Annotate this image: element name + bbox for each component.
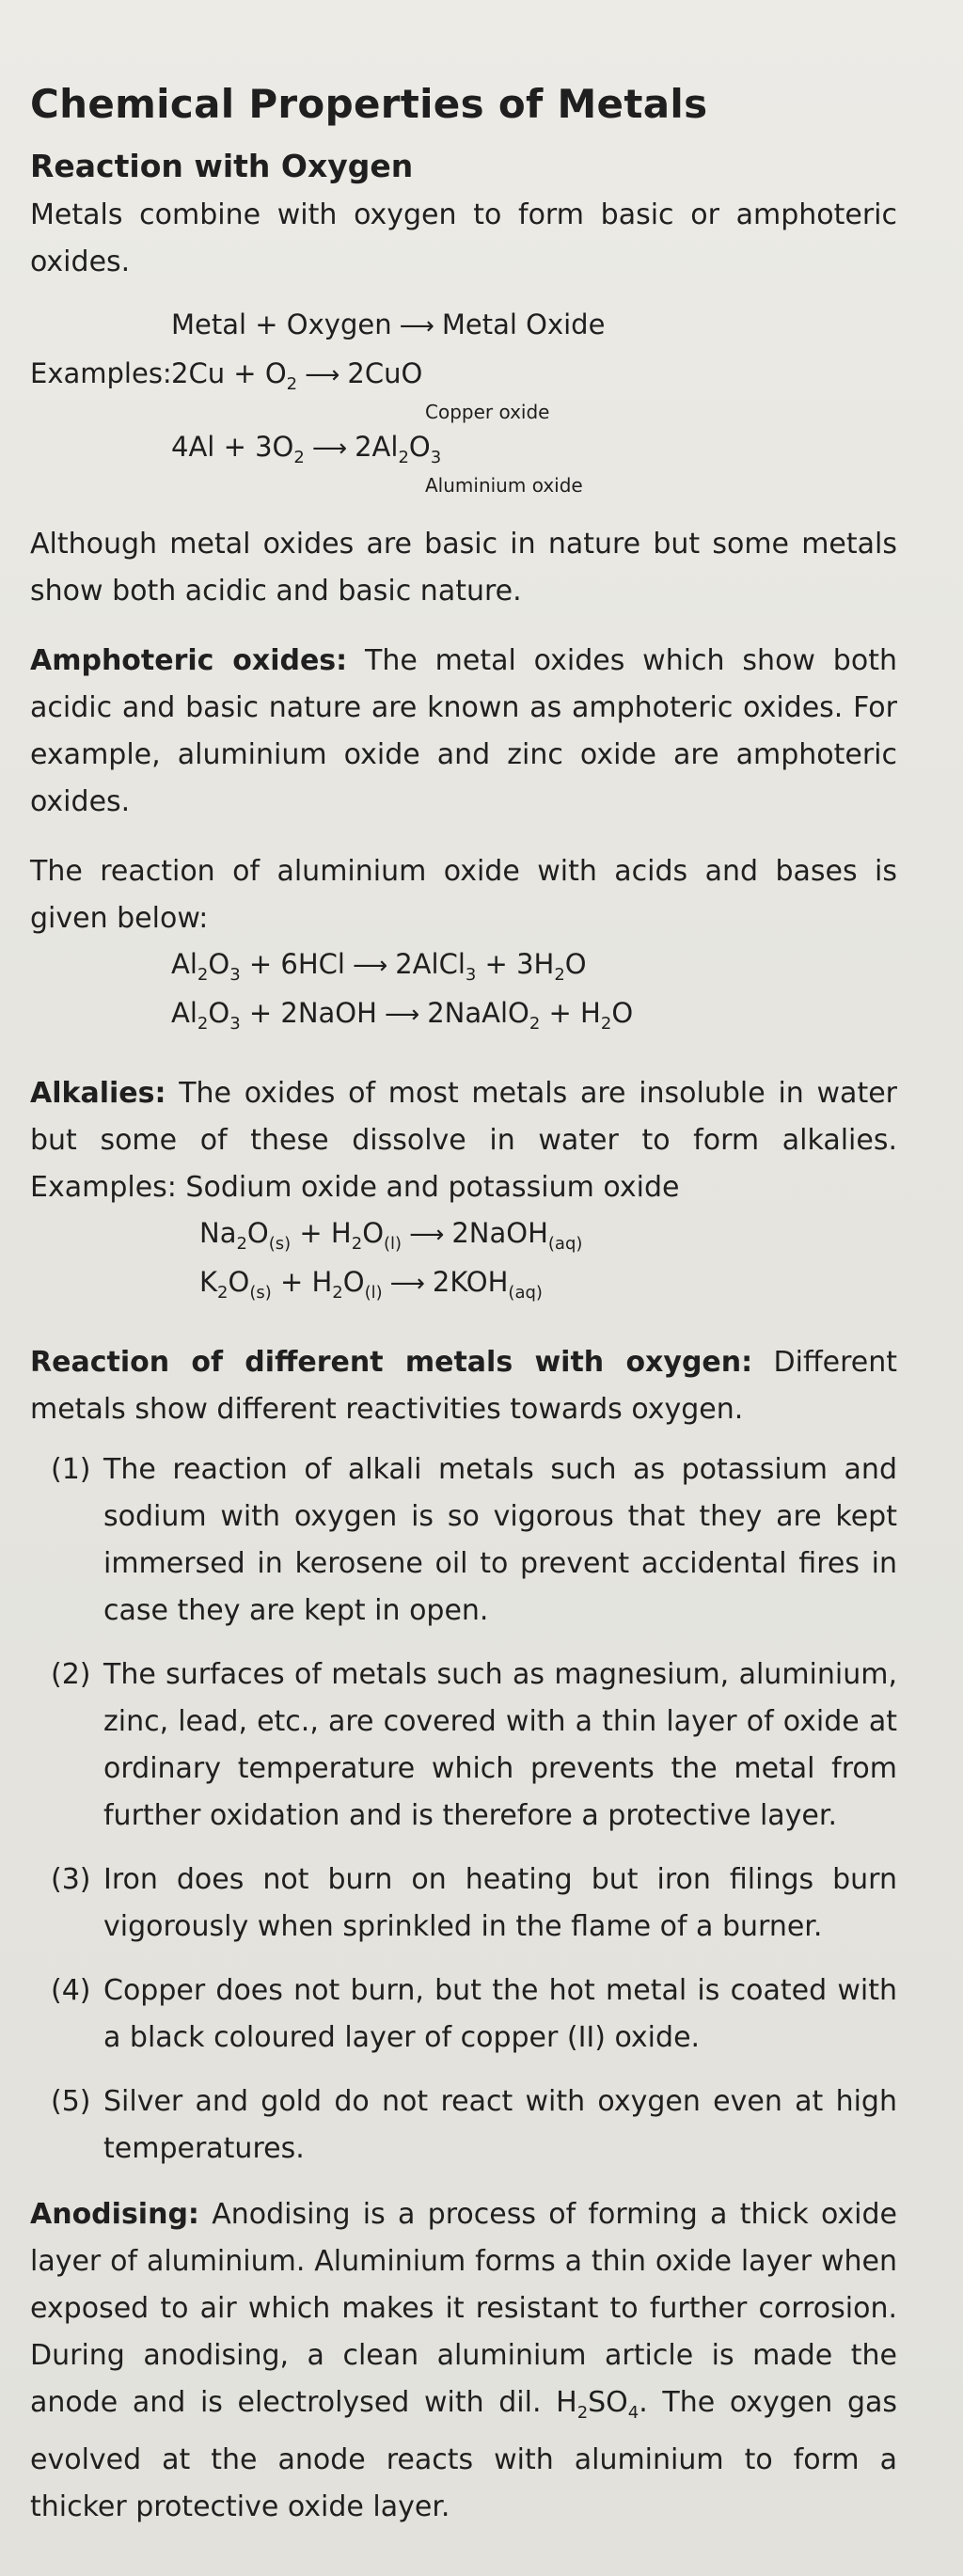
list-item: (1) The reaction of alkali metals such as potassium and sodium with oxygen is so vigorous that they are kept immersed in kerosene oil to prevent accidental fires in case they are kept in open.	[51, 1453, 897, 1627]
amphoteric-text: The metal oxides which show both acidic and basic nature are known as amphoteric oxides. For example, aluminium oxide and zinc oxide are amphoteric oxides.	[30, 644, 897, 818]
list-item: (5) Silver and gold do not react with oxygen even at high temperatures.	[51, 2085, 897, 2165]
different-metals-paragraph	[30, 1339, 897, 1433]
eq-right: 2NaAlO$_2$ + $H_2O$	[427, 997, 634, 1034]
eq-left: $4Al + 3O_2$	[171, 431, 305, 467]
anodising-paragraph	[30, 2191, 897, 2531]
reaction-arrow: ⟶	[305, 361, 340, 389]
oxygen-intro: Metals combine with oxygen to form basic or amphoteric oxides.	[30, 198, 897, 278]
amphoteric-term: Amphoteric oxides:	[30, 644, 348, 677]
example-equation-1	[30, 357, 897, 406]
reaction-arrow: ⟶	[352, 952, 388, 980]
amphoteric-equations	[30, 948, 897, 1046]
example-equation-2	[30, 431, 897, 480]
anodising-text: Anodising is a process of forming a thick oxide layer of aluminium. Aluminium forms a thin oxide layer when exposed to air which makes it resistant to further corrosion. During anodising, a clean aluminium article is made the anode and is electrolysed with dil. $H_2SO_4$. The oxygen gas evolved at the anode reacts with aluminium to form a thicker protective oxide layer.	[30, 2198, 897, 2523]
reaction-arrow: ⟶	[384, 1001, 420, 1029]
eq-right: $2Al_2O_3$	[355, 431, 442, 467]
equation-na2o-h2o	[199, 1217, 897, 1266]
eq-left: $Na_2O_{(s)} + H_2O_{(l)}$	[199, 1217, 403, 1254]
equation-al2o3-naoh	[171, 997, 897, 1046]
eq-left: $Al_2O_3$ + 2NaOH	[171, 997, 377, 1034]
general-eq-right: Metal Oxide	[441, 308, 606, 340]
eq-left: $Al_2O_3 + 6HCl$	[171, 948, 345, 985]
alkalies-term: Alkalies:	[30, 1077, 166, 1110]
different-metals-term: Reaction of different metals with oxygen:	[30, 1346, 753, 1379]
amphoteric-lead: The reaction of aluminium oxide with acids and bases is given below:	[30, 855, 897, 935]
list-item: (2) The surfaces of metals such as magnesium, aluminium, zinc, lead, etc., are covered with a thin layer of oxide at ordinary temperature which prevents the metal from further oxidation and is therefore a protective layer.	[51, 1658, 897, 1832]
amphoteric-paragraph	[30, 638, 897, 826]
alkalies-paragraph	[30, 1070, 897, 1211]
eq-right: 2AlCl$_3$ + $3H_2O$	[395, 948, 587, 985]
anodising-term: Anodising:	[30, 2198, 199, 2231]
general-equation	[30, 308, 897, 357]
eq-right: $2KOH_{(aq)}$	[432, 1266, 543, 1303]
reaction-arrow: ⟶	[389, 1270, 425, 1298]
copper-oxide-caption: Copper oxide	[425, 401, 550, 423]
aluminium-oxide-caption: Aluminium oxide	[425, 474, 583, 497]
different-metals-text: Different metals show different reactivities towards oxygen.	[30, 1346, 897, 1426]
metal-oxide-note: Although metal oxides are basic in nature but some metals show both acidic and basic nature.	[30, 528, 897, 608]
equation-al2o3-hcl	[171, 948, 897, 997]
heading-reaction-with-oxygen: Reaction with Oxygen	[30, 148, 414, 184]
reaction-arrow: ⟶	[311, 435, 348, 463]
list-item: (4) Copper does not burn, but the hot metal is coated with a black coloured layer of copper (II) oxide.	[51, 1974, 897, 2054]
eq-left: $2Cu + O_2$	[171, 357, 298, 394]
examples-label: Examples:	[30, 357, 172, 389]
eq-right: 2NaOH$_{(aq)}$	[451, 1217, 583, 1254]
eq-left: $K_2O_{(s)} + H_2O_{(l)}$	[199, 1266, 383, 1303]
page-title: Chemical Properties of Metals	[30, 81, 708, 127]
reaction-arrow: ⟶	[399, 312, 434, 340]
metal-reactivity-list	[30, 1446, 897, 2173]
oxygen-equations	[30, 308, 897, 497]
list-item: (3) Iron does not burn on heating but iron filings burn vigorously when sprinkled in the flame of a burner.	[51, 1863, 897, 1943]
equation-k2o-h2o	[199, 1266, 897, 1315]
alkalies-text: The oxides of most metals are insoluble in water but some of these dissolve in water to form alkalies. Examples: Sodium oxide and potassium oxide	[30, 1077, 897, 1204]
alkali-equations	[30, 1217, 897, 1315]
general-eq-left: Metal + Oxygen	[171, 308, 392, 340]
reaction-arrow: ⟶	[409, 1221, 445, 1249]
eq-right: 2CuO	[347, 357, 423, 389]
